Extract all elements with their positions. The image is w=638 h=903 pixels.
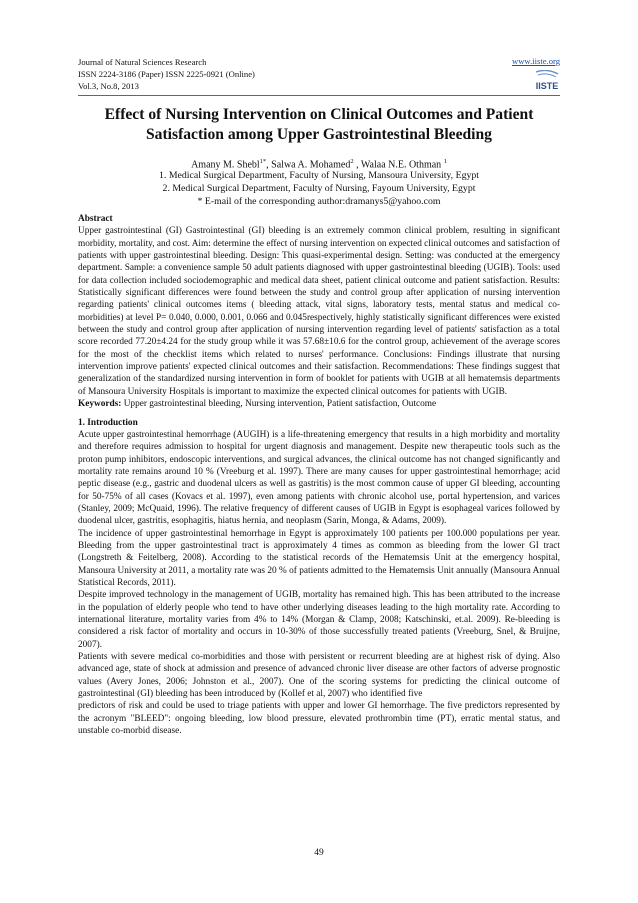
intro-paragraph-5: predictors of risk and could be used to triage patients with upper and lower GI hemorrhage. The five predictors represented by the acronym "BLEED": ongoing bleeding, low blood pressure, elevated prothrombin time (PT), erratic mental status, and unstable co-morbid disease. [78, 701, 560, 737]
intro-paragraph-3: Despite improved technology in the management of UGIB, mortality has remained high. This has been attributed to the increase in the population of elderly people who tend to have other underlying diseases leading to the high mortality rate. According to international literature, mortality varies from 4% to 14% (Morgan & Clamp, 2008; Katschinski, et.al. 2009). Re-bleeding is considered a risk factor of mortality and occurs in 10-30% of those successfully treated patients (Vreeburg, Snel, & Bruijne, 2007). [78, 590, 560, 650]
iiste-logo [534, 70, 560, 92]
keywords-label: Keywords: [78, 399, 122, 410]
affiliation-2: 2. Medical Surgical Department, Faculty of Nursing, Fayoum University, Egypt [162, 183, 476, 194]
affiliation-1: 1. Medical Surgical Department, Faculty of Nursing, Mansoura University, Egypt [159, 170, 479, 181]
journal-url-link[interactable]: www.iiste.org [512, 56, 560, 66]
paper-title [70, 105, 568, 144]
logo-text: IISTE [535, 81, 559, 91]
journal-issn: ISSN 2224-3186 (Paper) ISSN 2225-0921 (Online) [78, 69, 255, 80]
keywords [78, 398, 560, 410]
title-line-2: Satisfaction among Upper Gastrointestinal Bleeding [146, 125, 492, 143]
authors: Amany M. Shebl$^{1*}$, Salwa A. Mohamed$^2$ , Walaa N.E. Othman $^1$ [191, 158, 447, 171]
title-line-1: Effect of Nursing Intervention on Clinical Outcomes and Patient [104, 106, 534, 123]
journal-name: Journal of Natural Sciences Research [78, 57, 207, 67]
intro-paragraph-2: The incidence of upper gastrointestinal hemorrhage in Egypt is approximately 100 patients per 100.000 populations per year. Bleeding from the upper gastrointestinal tract is approximately 4 times as common as bleeding from the lower GI tract (Longstreth & Feitelberg, 2008). According to the statistical records of the Hematemsis Unit at the emergency hospital, Mansoura University at 2011, a mortality rate was 20 % of patients admitted to the Hematemsis Unit annually (Mansoura Annual Statistical Records, 2011). [78, 528, 560, 588]
abstract-text: Upper gastrointestinal (GI) Gastrointestinal (GI) bleeding is an extremely common clinical problem, resulting in significant morbidity, mortality, and cost. Aim: determine the effect of nursing intervention on expected clinical outcomes and satisfaction of patients with upper gastrointestinal bleeding. Design: This quasi-experimental design. Setting: was conducted at the emergency department. Sample: a convenience sample 50 adult patients diagnosed with upper gastrointestinal bleeding (UGIB). Tools: used for data collection included sociodemographic and medical data sheet, patient clinical outcome and patient satisfaction. Results: Statistically significant differences were found between the study and control group after application of nursing intervention regarding patients' clinical outcomes items ( bleeding attack, vital signs, laboratory tests, mental status and medical co-morbidities) at level P= 0.040, 0.000, 0.001, 0.066 and 0.045respectively, highly statistically significant differences were existed between the study and control group after application of nursing intervention regarding level of patients' satisfaction as a total score recorded 77.20±4.24 for the study group while it was 57.68±10.6 for the control group, achievement of the average scores for the most of the checklist items which related to nurses' performance. Conclusions: Findings illustrate that nursing intervention improve patients' expected clinical outcomes and their satisfaction. Recommendations: These findings suggest that generalization of the standardized nursing intervention in form of booklet for patients with UGIB at all hematemsis departments of Mansoura University Hospitals is important to maximize the expected clinical outcomes for patients with UGIB. [78, 226, 560, 397]
paper-body [78, 213, 560, 737]
page-number: 49 [314, 848, 324, 858]
header-rule [78, 95, 560, 96]
intro-paragraph-1: Acute upper gastrointestinal hemorrhage (AUGIH) is a life-threatening emergency that results in a high morbidity and mortality and therefore requires admission to hospital for urgent diagnosis and management. Despite new therapeutic tools such as the proton pump inhibitors, endoscopic interventions, and surgical advances, the clinical outcome has not changed significantly and mortality rate remains around 10 % (Vreeburg et al. 1997). There are many causes for upper gastrointestinal hemorrhage; acid peptic disease (e.g., gastric and duodenal ulcers as well as gastritis) is the most common cause of upper GI bleeding, accounting for 50-75% of all cases (Kovacs et al. 1997), even among patients with chronic alcohol use, portal hypertension, and varices (Stanley, 2009; McQuaid, 1996). The relative frequency of different causes of UGIB in Egypt is esophageal varices followed by duodenal ulcer, gastritis, esophagitis, hiatus hernia, and neoplasm (Sarin, Monga, & Adams, 2009). [78, 429, 560, 527]
journal-volume: Vol.3, No.8, 2013 [78, 81, 139, 92]
section-heading: 1. Introduction [78, 417, 138, 428]
corresponding-email: * E-mail of the corresponding author:dramanys5@yahoo.com [197, 196, 441, 207]
intro-paragraph-4: Patients with severe medical co-morbidities and those with persistent or recurrent bleeding are at highest risk of dying. Also advanced age, state of shock at admission and presence of advanced chronic liver disease are other factors of adverse prognostic values (Avery Jones, 2006; Johnston et al., 2007). One of the scoring systems for predicting the clinical outcome of gastrointestinal (GI) bleeding has been introduced by (Kollef et al, 2007) who identified five [78, 652, 560, 700]
abstract-heading: Abstract [78, 214, 113, 224]
keywords-text: Upper gastrointestinal bleeding, Nursing intervention, Patient satisfaction, Outcome [123, 399, 437, 410]
journal-header [78, 56, 255, 93]
